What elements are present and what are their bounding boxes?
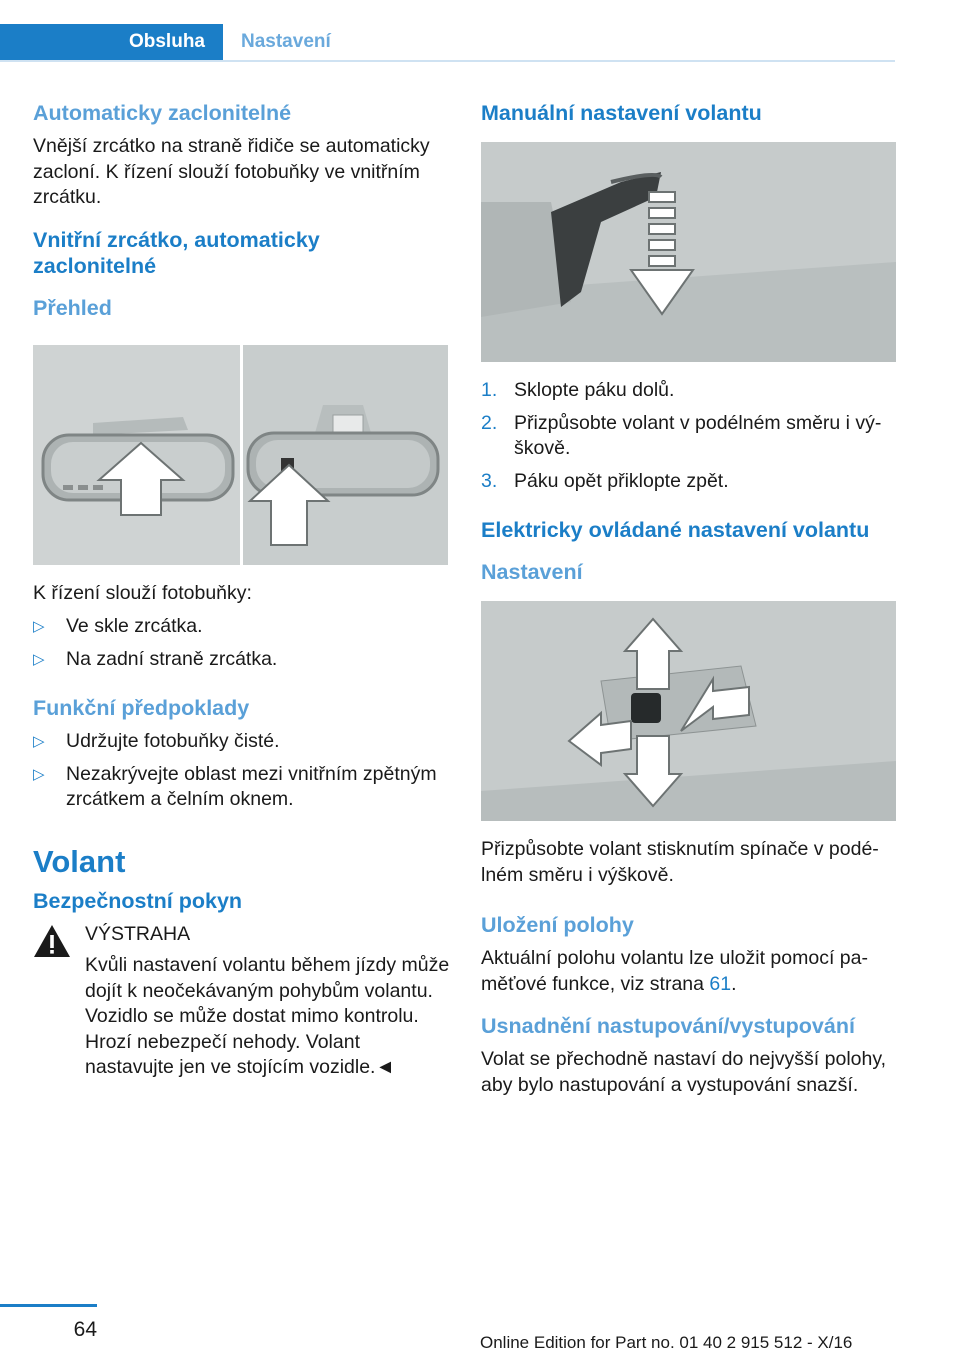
triangle-bullet-icon: ▷ <box>33 650 45 668</box>
steering-heading: Volant <box>33 843 126 879</box>
photocells-list <box>33 614 448 672</box>
photocells-intro: K řízení slouží fotobuňky: <box>33 581 252 604</box>
list-item: 1. Sklopte páku dolů. <box>481 379 675 401</box>
entry-heading: Usnadnění nastupování/vystupování <box>481 1014 855 1038</box>
list-item: ▷ Na zadní straně zrcátka. <box>33 647 278 670</box>
inner-mirror-heading: Vnitřní zrcátko, automaticky zaclonitelné <box>33 227 320 278</box>
mirror-figure <box>33 345 448 565</box>
page-number: 64 <box>73 1318 97 1341</box>
manual-steps <box>481 378 896 494</box>
warning-text: Kvůli nastavení volantu během jízdy může dojít k neočekávaným pohybům volantu. Vozidlo se může dostat mimo kontrolu. Hrozí nebezpečí nehody. Volant nastavujte jen ve stojícím vozidle.◄ <box>85 954 450 1078</box>
memory-heading: Uložení polohy <box>481 913 634 937</box>
footer-divider <box>0 1304 97 1307</box>
memory-text: Aktuální polohu volantu lze uložit pomocí paměťové funkce, viz strana 61. <box>481 947 868 995</box>
list-item: ▷ Nezakrývejte oblast mezi vnitřním zpětným zrcátkem a čelním oknem. <box>33 762 437 810</box>
list-item: ▷ Ve skle zrcátka. <box>33 615 203 637</box>
tab-obsluha[interactable]: Obsluha <box>0 24 223 60</box>
section-tabs <box>0 24 895 62</box>
header-divider <box>0 60 895 62</box>
adjust-text: Přizpůsobte volant stisknutím spínače v podélném směru i výškově. <box>481 838 879 886</box>
lever-illustration <box>481 142 896 362</box>
triangle-bullet-icon: ▷ <box>33 618 45 635</box>
auto-dimming-heading: Automaticky zaclonitelné <box>33 101 292 125</box>
left-column <box>33 100 448 1081</box>
warning-triangle-icon <box>33 924 71 958</box>
mirror-illustration <box>33 345 448 565</box>
overview-heading: Přehled <box>33 295 112 320</box>
switch-figure <box>481 601 896 821</box>
list-item: 3. Páku opět přiklopte zpět. <box>481 469 729 492</box>
list-item: 2. Přizpůsobte volant v podélném směru i výškově. <box>481 411 882 459</box>
page-link[interactable]: 61 <box>709 972 732 995</box>
switch-illustration <box>481 601 896 821</box>
electric-heading: Elektricky ovládané nastavení volantu <box>481 518 870 542</box>
entry-text: Volat se přechodně nastaví do nejvyšší polohy, aby bylo nastupování a vystupování snazší. <box>481 1048 887 1096</box>
tab-nastaveni[interactable]: Nastavení <box>241 31 331 52</box>
triangle-bullet-icon: ▷ <box>33 765 45 783</box>
manual-heading: Manuální nastavení volantu <box>481 101 762 125</box>
right-column <box>481 100 896 1098</box>
functional-list <box>33 729 448 813</box>
warning-label: VÝSTRAHA <box>85 922 191 945</box>
safety-heading: Bezpečnostní pokyn <box>33 888 243 913</box>
edition-text: Online Edition for Part no. 01 40 2 915 512 - X/16 <box>480 1333 853 1352</box>
triangle-bullet-icon: ▷ <box>33 733 45 750</box>
warning-block <box>33 922 448 1081</box>
functional-heading: Funkční předpoklady <box>33 696 250 720</box>
list-item: ▷ Udržujte fotobuňky čisté. <box>33 730 280 752</box>
lever-figure <box>481 142 896 362</box>
auto-dimming-text: Vnější zrcátko na straně řidiče se automaticky zacloní. K řízení slouží fotobuňky ve vnitřním zrcátku. <box>33 135 430 208</box>
setting-heading: Nastavení <box>481 560 583 584</box>
